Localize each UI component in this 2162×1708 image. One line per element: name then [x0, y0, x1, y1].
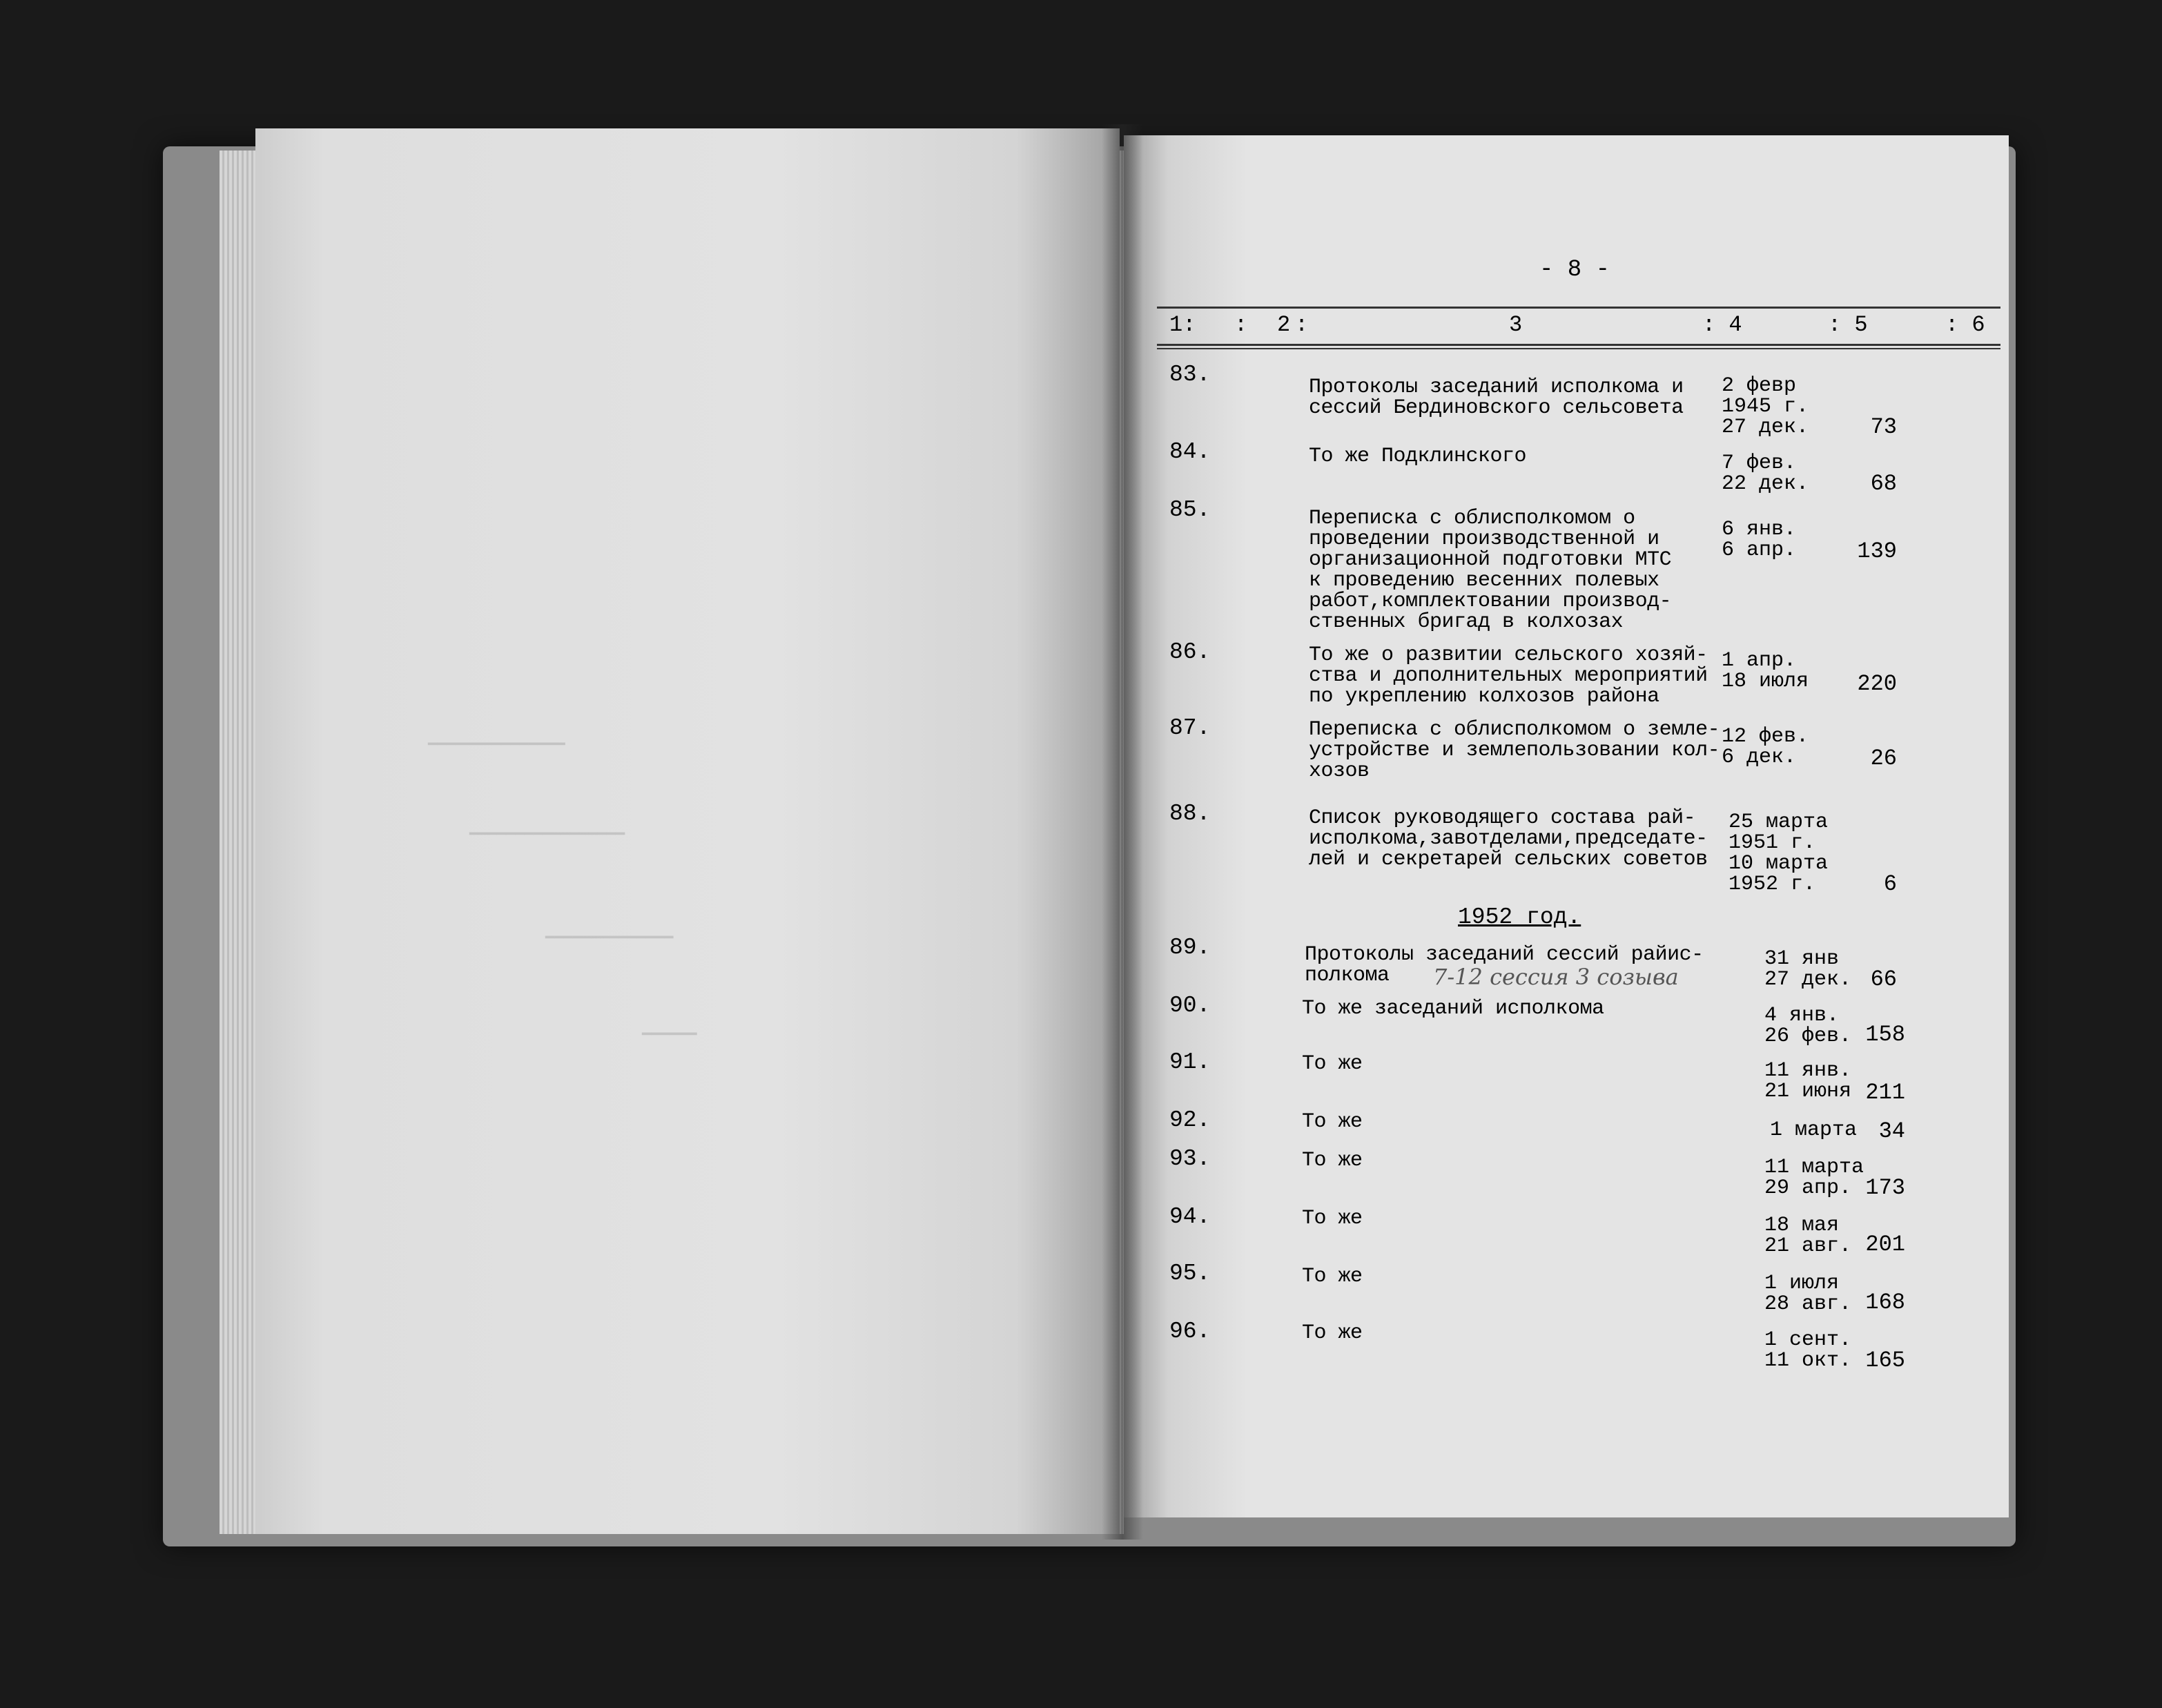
page-number: - 8 -	[1539, 257, 1610, 283]
entry-sheets: 165	[1865, 1348, 1905, 1373]
entry-number: 91.	[1169, 1049, 1211, 1075]
left-page	[255, 128, 1120, 1534]
bleed-through-text: ━━━━━━━━━━━━━━━━━	[469, 826, 625, 844]
entry-number: 93.	[1169, 1146, 1211, 1172]
header-bottom-rule	[1157, 344, 2000, 346]
entry-dates: 18 мая 21 авг.	[1764, 1214, 1852, 1258]
entry-sheets: 26	[1870, 746, 1897, 771]
year-heading: 1952 год.	[1458, 904, 1581, 930]
entry-sheets: 173	[1865, 1175, 1905, 1201]
entry-sheets: 139	[1857, 538, 1897, 564]
entry-sheets: 201	[1865, 1232, 1905, 1257]
entry-dates: 31 янв 27 дек.	[1764, 947, 1852, 991]
entry-dates: 11 янв. 21 июня	[1764, 1059, 1852, 1103]
entry-description: Переписка с облисполкомом о проведении производственной и организационной подготовки МТС к проведению весенних полевых работ,комплектовании производ- ственных бригад в колхозах	[1309, 507, 1672, 634]
col-sep: :	[1295, 312, 1309, 338]
entry-description: Протоколы заседаний сессий райис- полкома	[1305, 943, 1704, 987]
entry-description: Переписка с облисполкомом о земле- устройстве и землепользовании кол- хозов	[1309, 718, 1720, 783]
entry-number: 92.	[1169, 1107, 1211, 1133]
entry-sheets: 211	[1865, 1080, 1905, 1105]
col-4-header: : 4	[1702, 312, 1742, 338]
entry-number: 83.	[1169, 362, 1211, 387]
col-5-header: : 5	[1828, 312, 1868, 338]
col-sep: :	[1234, 312, 1248, 338]
header-bottom-rule-double	[1157, 348, 2000, 349]
col-3-header: 3	[1509, 312, 1523, 338]
entry-number: 96.	[1169, 1319, 1211, 1344]
entry-number: 84.	[1169, 439, 1211, 465]
entry-dates: 4 янв. 26 фев.	[1764, 1004, 1852, 1048]
entry-description: То же заседаний исполкома	[1302, 997, 1604, 1020]
entry-dates: 1 июля 28 авг.	[1764, 1272, 1852, 1316]
entry-description: То же о развитии сельского хозяй- ства и дополнительных мероприятий по укреплению колхозов района	[1309, 643, 1708, 708]
entry-number: 94.	[1169, 1204, 1211, 1230]
entry-sheets: 168	[1865, 1290, 1905, 1315]
entry-sheets: 66	[1870, 967, 1897, 992]
entry-sheets: 220	[1857, 671, 1897, 697]
entry-description: То же	[1302, 1052, 1363, 1076]
entry-sheets: 6	[1883, 871, 1897, 897]
entry-description: То же	[1302, 1110, 1363, 1134]
entry-description: То же	[1302, 1149, 1363, 1172]
col-1-header: 1:	[1169, 312, 1196, 338]
handwritten-note: 7-12 сессия 3 созыва	[1433, 964, 1679, 990]
entry-description: Протоколы заседаний исполкома и сессий Бердиновского сельсовета	[1309, 376, 1684, 420]
entry-description: То же	[1302, 1207, 1363, 1230]
entry-dates: 1 апр. 18 июля	[1722, 649, 1809, 693]
entry-description: То же	[1302, 1265, 1363, 1288]
col-2-header: 2	[1277, 312, 1291, 338]
entry-dates: 25 марта 1951 г. 10 марта 1952 г.	[1728, 811, 1829, 896]
entry-sheets: 158	[1865, 1022, 1905, 1047]
entry-number: 90.	[1169, 993, 1211, 1018]
entry-number: 89.	[1169, 935, 1211, 960]
entry-sheets: 68	[1870, 471, 1897, 496]
bleed-through-text: ━━━━━━	[642, 1027, 697, 1044]
entry-dates: 7 фев. 22 дек.	[1722, 452, 1809, 496]
entry-description: То же Подклинского	[1309, 445, 1527, 468]
entry-dates: 1 марта	[1770, 1118, 1858, 1142]
col-6-header: : 6	[1945, 312, 1985, 338]
header-top-rule	[1157, 307, 2000, 309]
entry-description: То же	[1302, 1321, 1363, 1345]
entry-dates: 11 марта 29 апр.	[1764, 1156, 1864, 1200]
entry-sheets: 34	[1878, 1118, 1905, 1144]
entry-number: 88.	[1169, 801, 1211, 826]
entry-number: 85.	[1169, 497, 1211, 523]
entry-dates: 6 янв. 6 апр.	[1722, 518, 1797, 562]
book-gutter	[1102, 124, 1143, 1540]
entry-number: 95.	[1169, 1261, 1211, 1286]
entry-dates: 12 фев. 6 дек.	[1722, 725, 1809, 769]
bleed-through-text: ━━━━━━━━━━━━━━	[545, 930, 674, 947]
entry-sheets: 73	[1870, 414, 1897, 440]
entry-number: 87.	[1169, 715, 1211, 741]
entry-dates: 2 февр 1945 г. 27 дек.	[1722, 374, 1809, 439]
entry-number: 86.	[1169, 639, 1211, 665]
entry-description: Список руководящего состава рай- исполкома,завотделами,председате- лей и секретарей сельских советов	[1309, 806, 1708, 871]
bleed-through-text: ━━━━━━━━━━━━━━━	[428, 737, 565, 754]
entry-dates: 1 сент. 11 окт.	[1764, 1328, 1852, 1372]
